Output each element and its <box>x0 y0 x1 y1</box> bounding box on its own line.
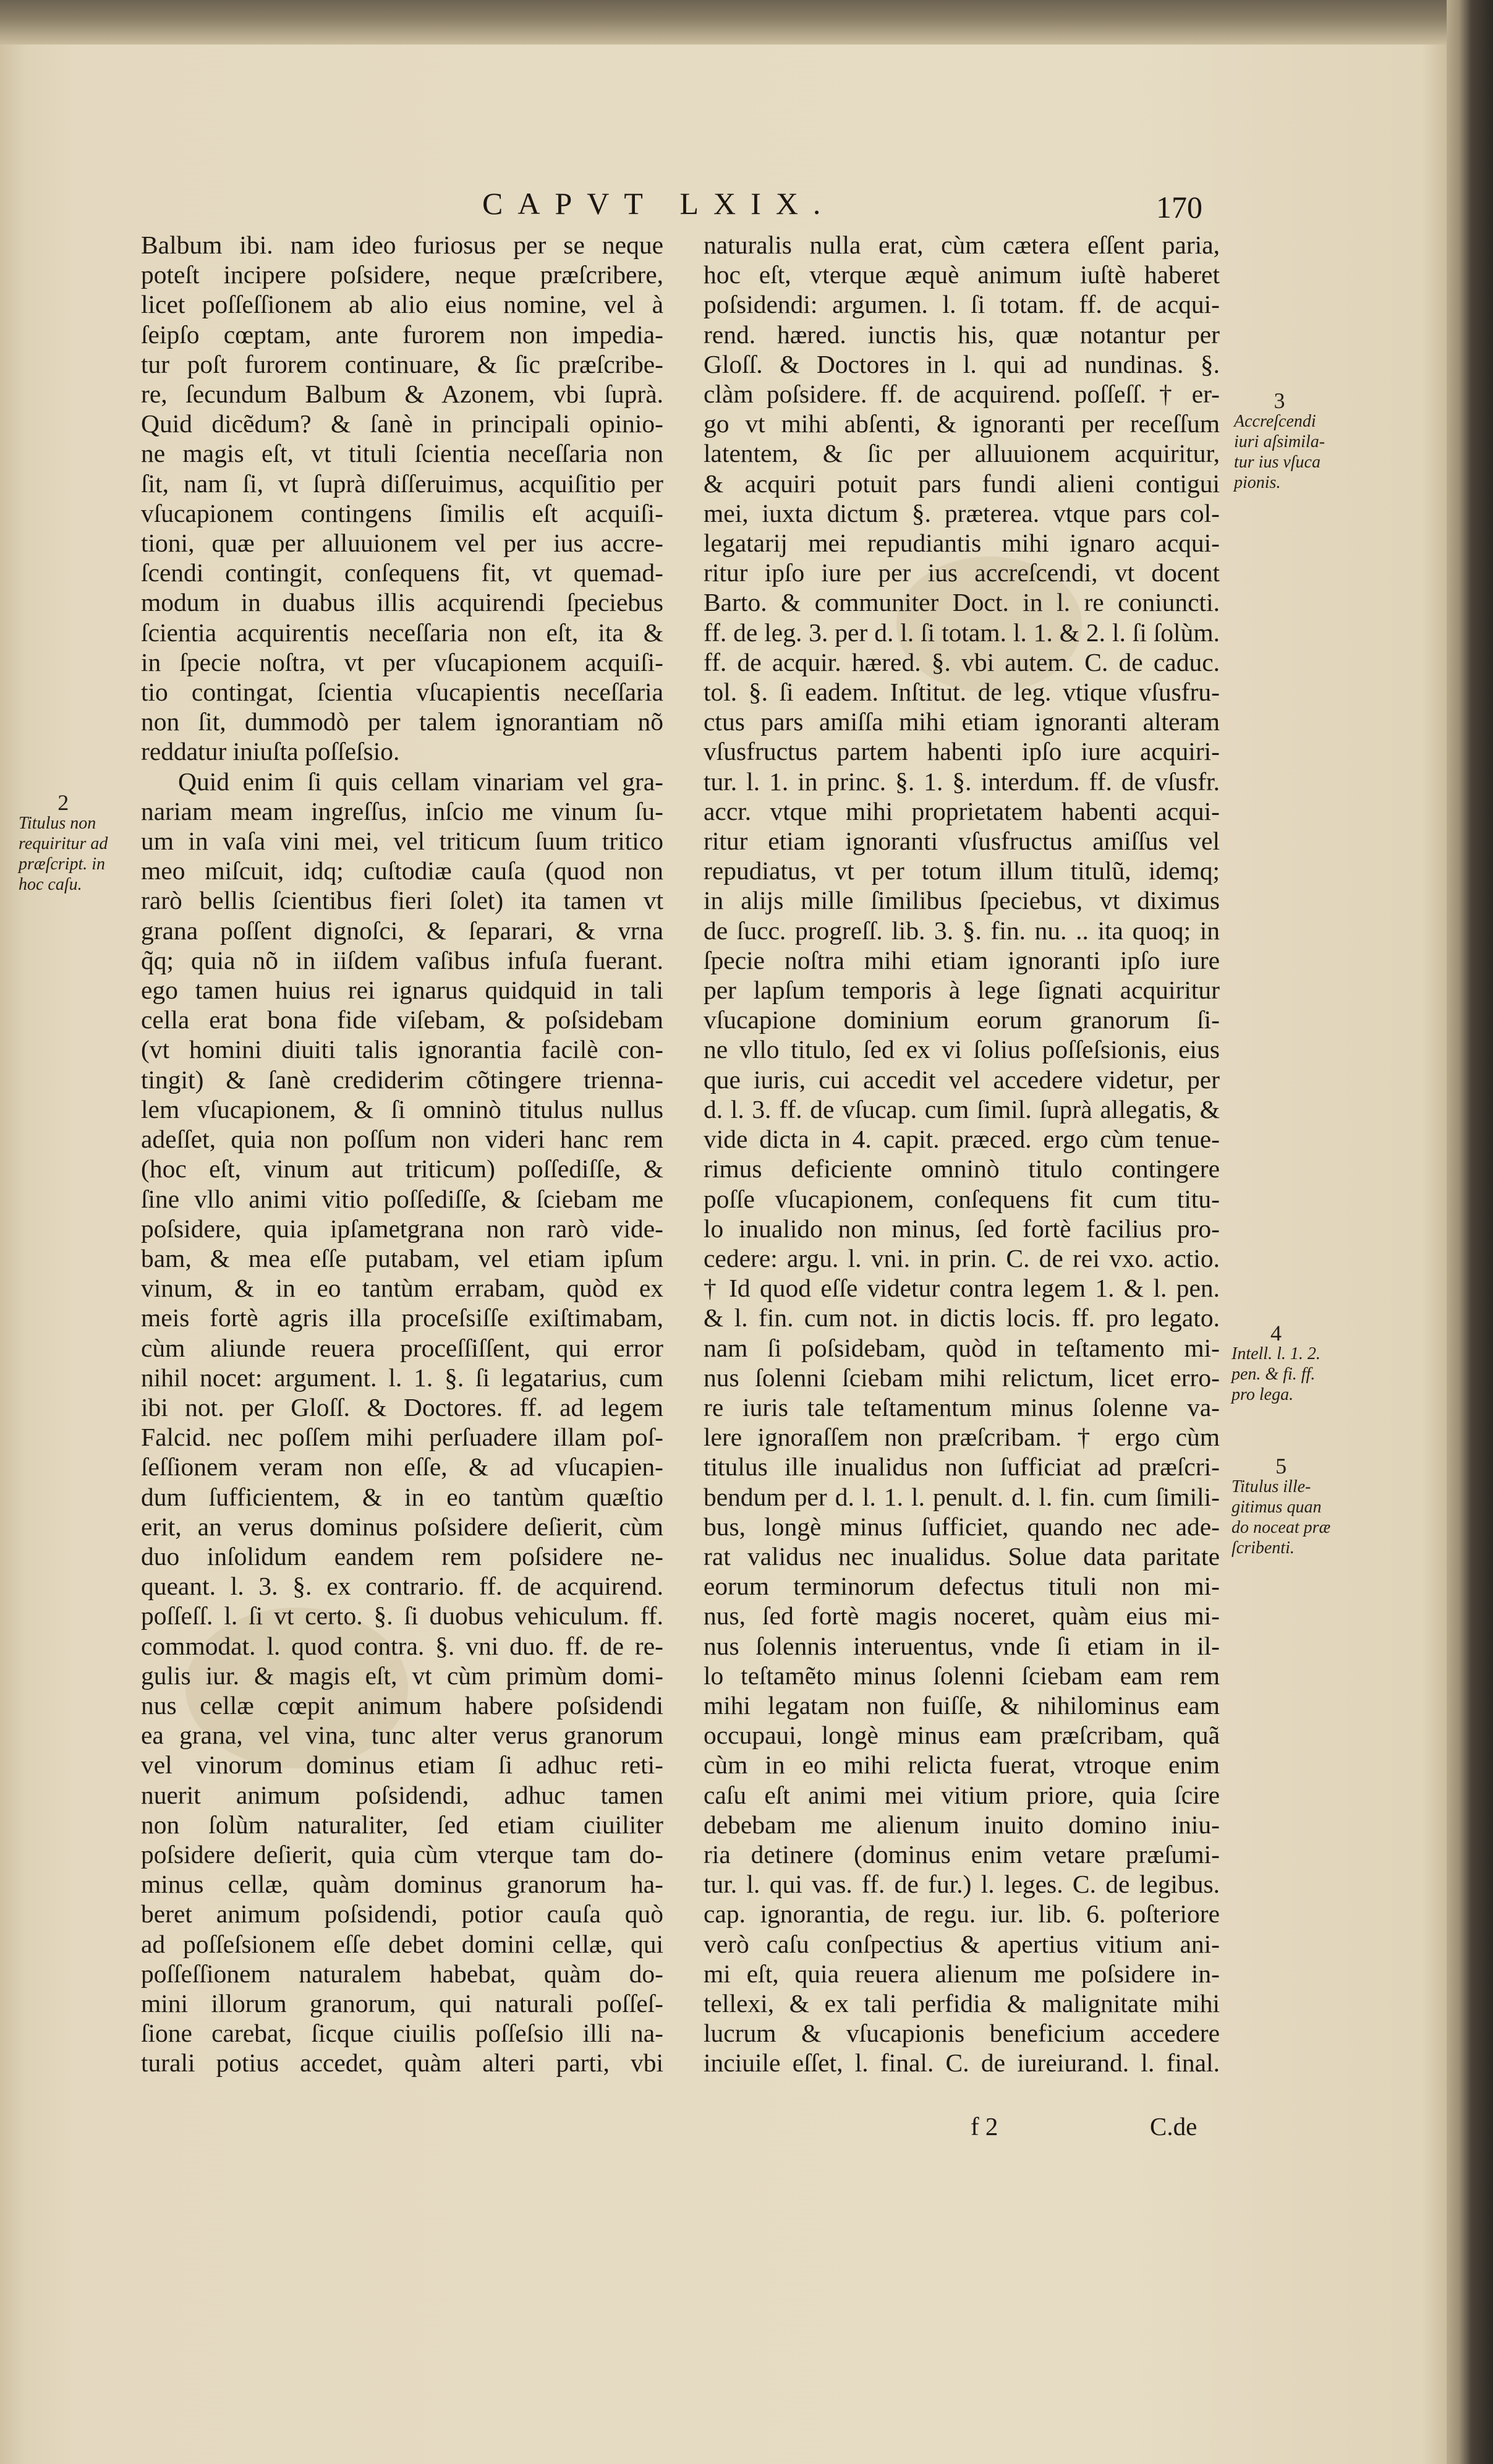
text-line: dum ſufficientem, & in eo tantùm quæſtio <box>141 1482 663 1511</box>
text-line: ritur etiam ignoranti vſusfructus amiſſus vel <box>704 827 1220 856</box>
text-line: cùm in eo mihi relicta fuerat, vtroque enim <box>704 1750 1220 1780</box>
text-line: vſucapione dominium eorum granorum ſi- <box>704 1005 1220 1034</box>
text-line: ſit, nam ſi, vt ſuprà diſſeruimus, acquiſitio per <box>141 469 663 498</box>
book-spine <box>1447 0 1493 2464</box>
running-title: CAPVT LXIX. <box>482 186 836 221</box>
text-line: rend. hæred. iunctis his, quæ notantur per <box>704 320 1220 349</box>
text-line: Gloſſ. & Doctores in l. qui ad nundinas. §. <box>704 349 1220 378</box>
text-line: mihi legatam non fuiſſe, & nihilominus eam <box>704 1690 1220 1720</box>
text-line: poteſt incipere poſsidere, neque præſcribere, <box>141 260 663 289</box>
margin-note-number: 2 <box>57 790 69 815</box>
text-line: vel vinorum dominus etiam ſi adhuc reti- <box>141 1750 663 1780</box>
text-line: ſione carebat, ſicque ciuilis poſſeſsio illi na- <box>141 2019 663 2048</box>
text-line: tingit) & ſanè crediderim cõtingere trienna- <box>141 1065 663 1094</box>
text-line: occupaui, longè minus eam præſcribam, quã <box>704 1721 1220 1750</box>
catchword: C.de <box>1150 2112 1197 2141</box>
text-line: ſine vllo animi vitio poſſediſſe, & ſciebam me <box>141 1184 663 1213</box>
margin-note-number: 4 <box>1270 1321 1282 1345</box>
margin-note-line: pro lega. <box>1231 1385 1294 1404</box>
text-line: nus ſolenni ſciebam mihi relictum, licet erro- <box>704 1363 1220 1392</box>
text-line: lere ignoraſſem non præſcribam. † ergo cùm <box>704 1423 1220 1452</box>
text-line: nam ſi poſsidebam, quòd in teſtamento mi- <box>704 1333 1220 1362</box>
margin-note-number: 5 <box>1275 1454 1287 1478</box>
text-line: hoc eſt, vterque æquè animum iuſtè haberet <box>704 260 1220 289</box>
text-line: & acquiri potuit pars fundi alieni contigui <box>704 469 1220 498</box>
text-line: adeſſet, quia non poſſum non videri hanc rem <box>141 1125 663 1154</box>
margin-note-line: Titulus non <box>19 814 96 833</box>
text-line: poſsidendi: argumen. l. ſi totam. ff. de acqui- <box>704 290 1220 319</box>
text-line: nariam meam ingreſſus, inſcio me vinum ſu- <box>141 796 663 825</box>
text-line: eorum terminorum defectus tituli non mi- <box>704 1572 1220 1601</box>
text-line: repudiatus, vt per totum illum titulũ, idemq; <box>704 856 1220 885</box>
text-line: ea grana, vel vina, tunc alter verus granorum <box>141 1721 663 1750</box>
text-line: duo inſolidum eandem rem poſsidere ne- <box>141 1541 663 1571</box>
text-line: poſſe vſucapionem, conſequens fit cum titu- <box>704 1184 1220 1213</box>
margin-note-line: pen. & fi. ff. <box>1231 1365 1316 1384</box>
left-text-column <box>141 230 663 2078</box>
text-line: nus cellæ cœpit animum habere poſsidendi <box>141 1690 663 1720</box>
margin-note-line: gitimus quan <box>1231 1498 1322 1517</box>
text-line: ſcendi contingit, conſequens fit, vt quemad- <box>141 558 663 587</box>
margin-note-number: 3 <box>1274 388 1285 413</box>
text-line: vinum, & in eo tantùm errabam, quòd ex <box>141 1274 663 1303</box>
text-line: licet poſſeſſionem ab alio eius nomine, vel à <box>141 290 663 319</box>
text-line: ne vllo titulo, ſed ex vi ſolius poſſeſsionis, eius <box>704 1035 1220 1064</box>
text-line: d. l. 3. ff. de vſucap. cum ſimil. ſuprà allegatis, & <box>704 1094 1220 1123</box>
text-line: Quid dicẽdum? & ſanè in principali opinio- <box>141 409 663 438</box>
right-text-column <box>704 230 1220 2078</box>
text-line: que iuris, cui accedit vel accedere videtur, per <box>704 1065 1220 1094</box>
text-line: non ſit, dummodò per talem ignorantiam nõ <box>141 707 663 736</box>
text-line: latentem, & ſic per alluuionem acquiritur, <box>704 439 1220 468</box>
text-line: naturalis nulla erat, cùm cætera eſſent paria, <box>704 231 1220 259</box>
text-line: clàm poſsidere. ff. de acquirend. poſſeſſ. † er- <box>704 380 1220 409</box>
text-line: poſsidere deſierit, quia cùm vterque tam do- <box>141 1839 663 1869</box>
text-line: mei, iuxta dictum §. præterea. vtque pars col- <box>704 498 1220 527</box>
text-line: tur. l. 1. in princ. §. 1. §. interdum. ff. de vſusfr. <box>704 767 1220 796</box>
text-line: vſucapionem contingens ſimilis eſt acquiſi- <box>141 498 663 527</box>
text-line: meis fortè agris illa proceſsiſſe exiſtimabam, <box>141 1303 663 1332</box>
text-line: lucrum & vſucapionis beneficium accedere <box>704 2019 1220 2048</box>
text-line: go vt mihi abſenti, & ignoranti per receſſum <box>704 409 1220 438</box>
text-line: (hoc eſt, vinum aut triticum) poſſediſſe, & <box>141 1154 663 1183</box>
text-line: rarò bellis ſcientibus fieri ſolet) ita tamen vt <box>141 886 663 915</box>
text-line: ibi not. per Gloſſ. & Doctores. ff. ad legem <box>141 1392 663 1422</box>
margin-note-line: Intell. l. 1. 2. <box>1231 1344 1321 1363</box>
text-line: modum in duabus illis acquirendi ſpeciebus <box>141 588 663 617</box>
text-line: poſſeſſ. l. ſi vt certo. §. ſi duobus vehiculum. ff. <box>141 1601 663 1631</box>
margin-note-line: tur ius vſuca <box>1234 453 1321 472</box>
text-line: ctus pars amiſſa mihi etiam ignoranti alteram <box>704 707 1220 736</box>
text-line: lem vſucapionem, & ſi omninò titulus nullus <box>141 1094 663 1123</box>
text-line: minus cellæ, quàm dominus granorum ha- <box>141 1870 663 1899</box>
text-line: poſsidere, quia ipſametgrana non rarò vide- <box>141 1214 663 1243</box>
text-line: in alijs mille ſimilibus ſpeciebus, vt diximus <box>704 886 1220 915</box>
text-line: in ſpecie noſtra, vt per vſucapionem acquiſi- <box>141 647 663 676</box>
margin-note-line: præſcript. in <box>19 855 106 874</box>
text-line: cella erat bona fide viſebam, & poſsidebam <box>141 1005 663 1034</box>
text-line: legatarij mei repudiantis mihi ignaro acqui- <box>704 529 1220 558</box>
text-line: rimus deficiente omninò titulo contingere <box>704 1154 1220 1183</box>
text-line: poſſeſſionem naturalem habebat, quàm do- <box>141 1959 663 1988</box>
text-line: verò caſu conſpectius & apertius vitium ani- <box>704 1929 1220 1958</box>
margin-note-line: pionis. <box>1234 473 1281 492</box>
text-line: (vt homini diuiti talis ignorantia facilè con- <box>141 1035 663 1064</box>
text-line: turali potius accedet, quàm alteri parti, vbi <box>141 2048 663 2078</box>
text-line: ſpecie noſtra mihi etiam ignoranti ipſo iure <box>704 945 1220 974</box>
text-line: cedere: argu. l. vni. in prin. C. de rei vxo. actio. <box>704 1243 1220 1272</box>
text-line: caſu eſt animi mei vitium priore, quia ſcire <box>704 1780 1220 1809</box>
text-line: tur poſt furorem continuare, & ſic præſcribe- <box>141 349 663 378</box>
text-line: bendum per d. l. 1. l. penult. d. l. fin. cum ſimili- <box>704 1482 1220 1511</box>
folio-number: 170 <box>1156 190 1202 224</box>
text-line: beret animum poſsidendi, potior cauſa quò <box>141 1899 663 1929</box>
text-line: ad poſſeſsionem eſſe debet domini cellæ, qui <box>141 1929 663 1958</box>
text-line: rat validus nec inualidus. Solue data paritate <box>704 1541 1220 1571</box>
text-line: Balbum ibi. nam ideo furiosus per se neque <box>141 231 663 259</box>
margin-note-3 <box>1234 388 1325 493</box>
text-line: ritur ipſo iure per ius accreſcendi, vt docent <box>704 558 1220 587</box>
text-line: erit, an verus dominus poſsidere deſierit, cùm <box>141 1512 663 1541</box>
text-line: nus, ſed fortè magis noceret, quàm eius mi- <box>704 1601 1220 1631</box>
text-line: lo teſtamẽto minus ſolenni ſciebam eam rem <box>704 1661 1220 1690</box>
text-line: q̃q; quia nõ in iiſdem vaſibus infuſa fuerant. <box>141 945 663 974</box>
text-line: Barto. & communiter Doct. in l. re coniuncti. <box>704 588 1220 617</box>
text-line: reddatur iniuſta poſſeſsio. <box>141 737 400 766</box>
signature-mark: f 2 <box>971 2112 998 2141</box>
text-line: vſusfructus partem habenti ipſo iure acquiri- <box>704 737 1220 766</box>
text-line: bam, & mea eſſe putabam, vel etiam ipſum <box>141 1243 663 1272</box>
text-line: meo miſcuit, idq; cuſtodiæ cauſa (quod non <box>141 856 663 885</box>
margin-note-line: iuri aſsimila- <box>1234 432 1325 451</box>
text-line: & l. fin. cum not. in dictis locis. ff. pro legato. <box>704 1303 1220 1332</box>
text-line: nus ſolennis interuentus, vnde ſi etiam in il- <box>704 1631 1220 1660</box>
text-line: ff. de acquir. hæred. §. vbi autem. C. de caduc. <box>704 647 1220 676</box>
text-line: ſeipſo cœptam, ante furorem non impedia- <box>141 320 663 349</box>
text-line: ſeſſionem veram non eſſe, & ad vſucapien- <box>141 1452 663 1481</box>
text-line: mini illorum granorum, qui naturali poſſeſ- <box>141 1989 663 2018</box>
text-line: inciuile eſſet, l. final. C. de iureiurand. l. final. <box>704 2048 1220 2078</box>
text-line: cùm aliunde reuera proceſſiſſent, qui error <box>141 1333 663 1362</box>
margin-note-line: hoc caſu. <box>19 875 82 894</box>
text-line: commodat. l. quod contra. §. vni duo. ff. de re- <box>141 1631 663 1660</box>
text-line: per lapſum temporis à lege ſignati acquiritur <box>704 976 1220 1005</box>
margin-note-line: requiritur ad <box>19 834 108 853</box>
text-line: queant. l. 3. §. ex contrario. ff. de acquirend. <box>141 1572 663 1601</box>
text-line: tol. §. ſi eadem. Inſtitut. de leg. vtique vſusfru- <box>704 678 1220 707</box>
text-line: † Id quod eſſe videtur contra legem 1. & l. pen. <box>704 1274 1220 1303</box>
text-line: tioni, quæ per alluuionem vel per ius accre- <box>141 529 663 558</box>
text-line: mi eſt, quia reuera alienum me poſsidere in- <box>704 1959 1220 1988</box>
text-line: nuerit animum poſsidendi, adhuc tamen <box>141 1780 663 1809</box>
text-line: de ſucc. progreſſ. lib. 3. §. fin. nu. .. ita quoq; in <box>704 916 1220 945</box>
margin-note-2 <box>19 790 108 895</box>
text-line: tur. l. qui vas. ff. de fur.) l. leges. C. de legibus. <box>704 1870 1220 1899</box>
margin-note-line: do noceat præ <box>1231 1518 1331 1537</box>
text-line: ego tamen huius rei ignarus quidquid in tali <box>141 976 663 1005</box>
text-line: lo inualido non minus, ſed fortè facilius pro- <box>704 1214 1220 1243</box>
text-line: um in vaſa vini mei, vel triticum ſuum tritico <box>141 827 663 856</box>
text-line: accr. vtque mihi proprietatem habenti acqui- <box>704 796 1220 825</box>
margin-note-4 <box>1231 1323 1321 1405</box>
text-line: ſcientia acquirentis neceſſaria non eſt, ita & <box>141 618 663 647</box>
margin-note-5 <box>1231 1456 1330 1558</box>
text-line: re iuris tale teſtamentum minus ſolenne va- <box>704 1392 1220 1422</box>
text-line: bus, longè minus ſufficiet, quando nec ade- <box>704 1512 1220 1541</box>
text-line: nihil nocet: argument. l. 1. §. ſi legatarius, cum <box>141 1363 663 1392</box>
text-line: vide dicta in 4. capit. præced. ergo cùm tenue- <box>704 1125 1220 1154</box>
text-line: grana poſſent dignoſci, & ſeparari, & vrna <box>141 916 663 945</box>
page-top-edge <box>0 0 1447 45</box>
text-line: ne magis eſt, vt tituli ſcientia neceſſaria non <box>141 439 663 468</box>
text-line: cap. ignorantia, de regu. iur. lib. 6. poſteriore <box>704 1899 1220 1929</box>
text-line: Falcid. nec poſſem mihi perſuadere illam poſ- <box>141 1423 663 1452</box>
margin-note-line: Accreſcendi <box>1234 412 1316 431</box>
text-line: tellexi, & ex tali perfidia & malignitate mihi <box>704 1989 1220 2018</box>
text-line: titulus ille inualidus non ſufficiat ad præſcri- <box>704 1452 1220 1481</box>
margin-note-line: ſcribenti. <box>1231 1538 1295 1558</box>
text-line: gulis iur. & magis eſt, vt cùm primùm domi- <box>141 1661 663 1690</box>
text-line: re, ſecundum Balbum & Azonem, vbi ſuprà. <box>141 380 663 409</box>
margin-note-line: Titulus ille- <box>1231 1477 1311 1496</box>
text-line: debebam me alienum inuito domino iniu- <box>704 1810 1220 1839</box>
text-line: ria detinere (dominus enim vetare præſumi- <box>704 1839 1220 1869</box>
text-line: tio contingat, ſcientia vſucapientis neceſſaria <box>141 678 663 707</box>
text-line: Quid enim ſi quis cellam vinariam vel gra- <box>178 767 663 796</box>
text-line: ff. de leg. 3. per d. l. ſi totam. l. 1. & 2. l. ſi ſolùm. <box>704 618 1220 647</box>
text-line: non ſolùm naturaliter, ſed etiam ciuiliter <box>141 1810 663 1839</box>
